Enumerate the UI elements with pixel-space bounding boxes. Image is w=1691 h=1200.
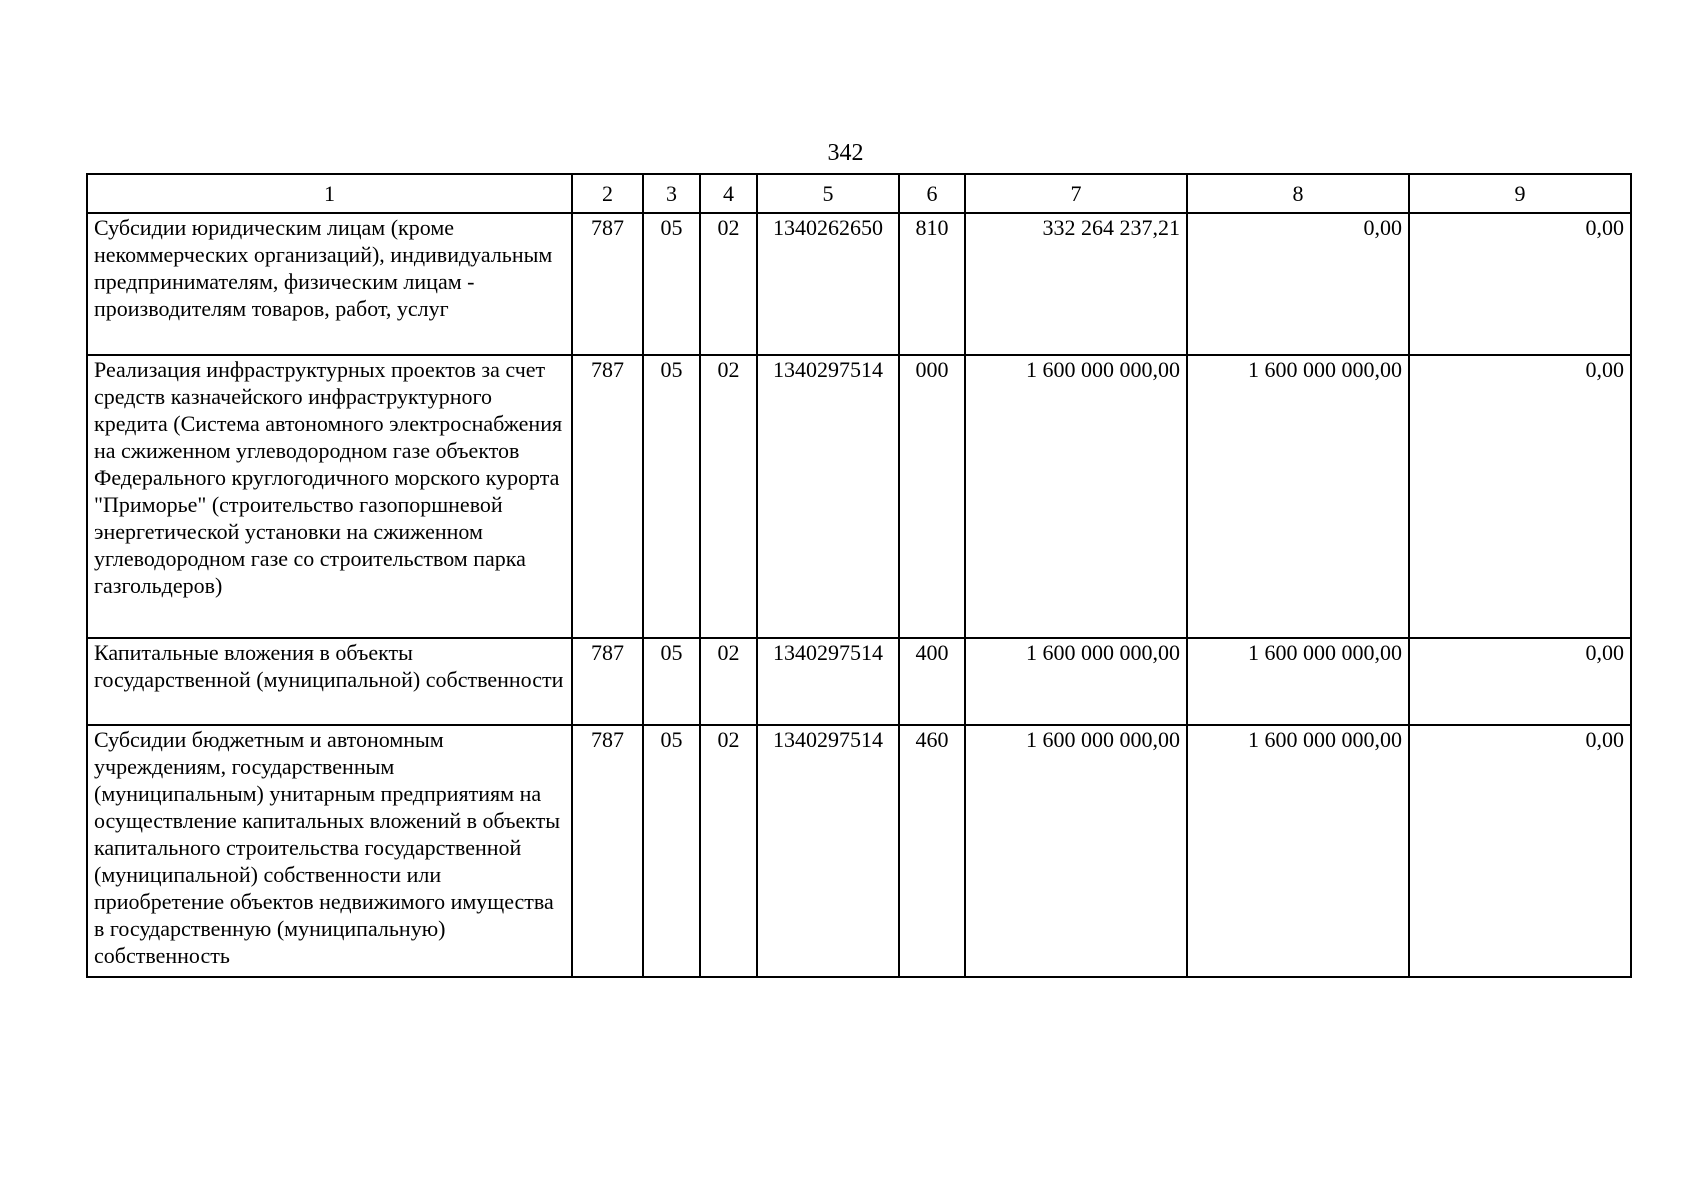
section-code: 05 [643,213,700,355]
table-row [87,725,1631,977]
amount-col-7: 1 600 000 000,00 [965,638,1187,725]
column-header-1: 1 [87,174,572,213]
column-header-2: 2 [572,174,643,213]
amount-col-7: 1 600 000 000,00 [965,725,1187,977]
amount-col-9: 0,00 [1409,638,1631,725]
amount-col-7: 332 264 237,21 [965,213,1187,355]
section-code: 05 [643,638,700,725]
subsection-code: 02 [700,725,757,977]
section-code: 05 [643,725,700,977]
column-header-4: 4 [700,174,757,213]
target-article-code: 1340297514 [757,638,899,725]
column-header-8: 8 [1187,174,1409,213]
ministry-code: 787 [572,638,643,725]
table-row [87,355,1631,638]
amount-col-8: 0,00 [1187,213,1409,355]
row-name: Субсидии бюджетным и автономным учреждениям, государственным (муниципальным) унитарным предприятиям на осуществление капитальных вложений в объекты капитального строительства государственной (муниципальной) собственности или приобретение объектов недвижимого имущества в государственную (муниципальную) собственность [87,725,572,977]
amount-col-9: 0,00 [1409,213,1631,355]
expense-type-code: 000 [899,355,965,638]
target-article-code: 1340262650 [757,213,899,355]
amount-col-8: 1 600 000 000,00 [1187,355,1409,638]
subsection-code: 02 [700,213,757,355]
amount-col-8: 1 600 000 000,00 [1187,725,1409,977]
amount-col-9: 0,00 [1409,725,1631,977]
ministry-code: 787 [572,725,643,977]
target-article-code: 1340297514 [757,355,899,638]
amount-col-9: 0,00 [1409,355,1631,638]
amount-col-8: 1 600 000 000,00 [1187,638,1409,725]
ministry-code: 787 [572,213,643,355]
page-number: 342 [827,140,864,166]
budget-table [86,173,1632,978]
amount-col-7: 1 600 000 000,00 [965,355,1187,638]
expense-type-code: 810 [899,213,965,355]
header-row [87,174,1631,213]
section-code: 05 [643,355,700,638]
expense-type-code: 400 [899,638,965,725]
column-header-7: 7 [965,174,1187,213]
subsection-code: 02 [700,355,757,638]
row-name: Реализация инфраструктурных проектов за счет средств казначейского инфраструктурного кредита (Система автономного электроснабжения на сжиженном углеводородном газе объектов Федерального круглогодичного морского курорта "Приморье" (строительство газопоршневой энергетической установки на сжиженном углеводородном газе со строительством парка газгольдеров) [87,355,572,638]
table-row [87,638,1631,725]
column-header-9: 9 [1409,174,1631,213]
expense-type-code: 460 [899,725,965,977]
row-name: Капитальные вложения в объекты государственной (муниципальной) собственности [87,638,572,725]
row-name: Субсидии юридическим лицам (кроме некоммерческих организаций), индивидуальным предпринимателям, физическим лицам - производителям товаров, работ, услуг [87,213,572,355]
ministry-code: 787 [572,355,643,638]
column-header-6: 6 [899,174,965,213]
column-header-5: 5 [757,174,899,213]
target-article-code: 1340297514 [757,725,899,977]
subsection-code: 02 [700,638,757,725]
table-row [87,213,1631,355]
column-header-3: 3 [643,174,700,213]
